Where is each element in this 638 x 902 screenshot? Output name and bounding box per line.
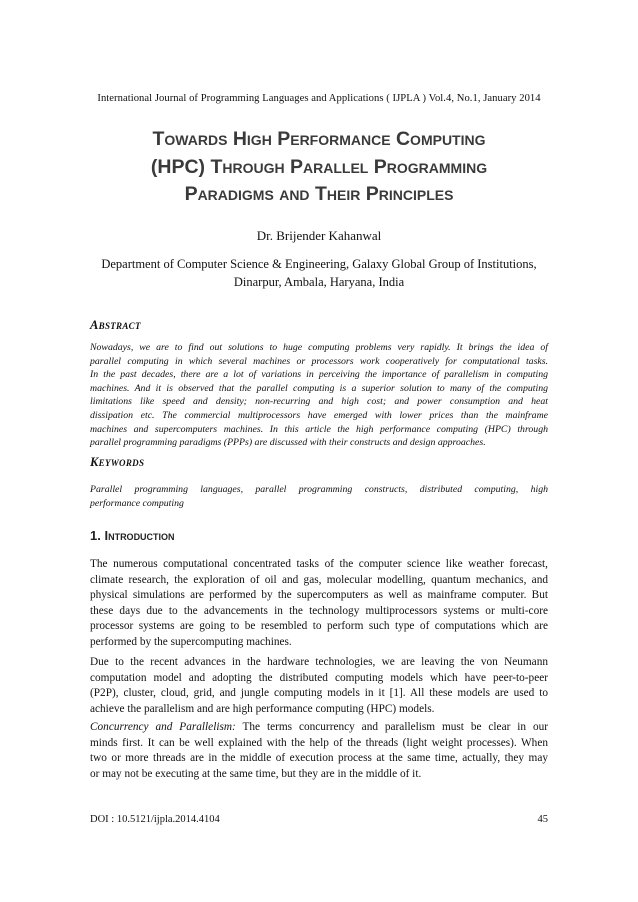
paragraph-line: (P2P), cluster, cloud, grid, and jungle computing models in it [1]. All these models are used to (90, 687, 548, 700)
abstract-line: dissipation etc. The commercial multiprocessors have emerged with lower prices than the mainframe (90, 409, 548, 421)
title-line: Paradigms and Their Principles (184, 183, 454, 205)
page-number: 45 (537, 814, 548, 825)
intro-paragraph-1 (90, 557, 548, 651)
abstract-line: parallel programming paradigms (PPPs) are discussed with their constructs and design approaches. (90, 437, 486, 449)
affiliation (60, 256, 578, 291)
abstract-heading: Abstract (90, 318, 141, 332)
keywords-line: performance computing (90, 498, 184, 509)
abstract-line: machines. And it is observed that the parallel computing is a superior solution to many of the computing (90, 382, 548, 394)
abstract-line: In the past decades, there are a lot of variations in perceiving the importance of parallelism in computing (90, 369, 548, 381)
keywords-heading: Keywords (90, 455, 145, 469)
abstract-line: limitations like speed and density; non-recurring and high cost; and power consumption and heat (90, 396, 548, 408)
keywords-body (90, 483, 548, 511)
paragraph-line (90, 720, 548, 736)
paragraph-line: computation model and adopting the distributed computing models which have peer-to-peer (90, 671, 548, 684)
title-line: Towards High Performance Computing (152, 128, 486, 150)
abstract-line: machines and supercomputers machines. In this article the high performance computing (HPC) through (90, 423, 548, 435)
paragraph-line: achieve the parallelism and are high performance computing (HPC) models. (90, 702, 435, 715)
paragraph-line: these days due to the advancements in the technology multiprocessors systems or multi-core (90, 604, 548, 617)
paragraph-line: physical simulations are performed by the supercomputers as well as mainframe computer. But (90, 589, 548, 602)
journal-header: International Journal of Programming Languages and Applications ( IJPLA ) Vol.4, No.1, January 2014 (97, 93, 541, 104)
paragraph-line: minds first. It can be well explained with the help of the threads (light weight processes). When (90, 736, 548, 749)
keywords-line: Parallel programming languages, parallel programming constructs, distributed computing, high (90, 484, 548, 495)
paragraph-line: or may not be executing at the same time, but they are in the middle of it. (90, 767, 422, 780)
author-name: Dr. Brijender Kahanwal (256, 228, 382, 243)
title-line: (HPC) Through Parallel Programming (150, 155, 488, 178)
paragraph-line-rest: The terms concurrency and parallelism must be clear in our (235, 721, 548, 733)
footer-doi: DOI : 10.5121/ijpla.2014.4104 (90, 814, 220, 825)
paragraph-line: The numerous computational concentrated tasks of the computer science like weather forecast, (90, 558, 548, 570)
paragraph-line: two or more threads are in the middle of execution process at the same time, actually, they may (90, 752, 548, 765)
intro-paragraph-2 (90, 655, 548, 717)
paper-title (60, 126, 578, 209)
abstract-line: parallel computing in which several machines or processors work cooperatively for computational tasks. (90, 355, 548, 367)
paragraph-line: processor systems are going to be resembled to perform such type of computations which are (90, 620, 548, 633)
affiliation-line: Dinarpur, Ambala, Haryana, India (233, 274, 405, 289)
paragraph-lead-term: Concurrency and Parallelism: (90, 721, 236, 733)
intro-paragraph-3 (90, 720, 548, 782)
affiliation-line: Department of Computer Science & Engineering, Galaxy Global Group of Institutions, (101, 257, 537, 271)
abstract-body (90, 341, 548, 450)
paragraph-line: performed by the supercomputing machines. (90, 635, 292, 648)
abstract-line: Nowadays, we are to find out solutions to huge computing problems very rapidly. It brings the idea of (90, 342, 548, 353)
paragraph-line: climate research, the exploration of oil and gas, molecular modelling, quantum mechanics, and (90, 573, 548, 586)
section-heading: 1. Introduction (90, 528, 175, 543)
paragraph-line: Due to the recent advances in the hardware technologies, we are leaving the von Neumann (90, 656, 548, 668)
